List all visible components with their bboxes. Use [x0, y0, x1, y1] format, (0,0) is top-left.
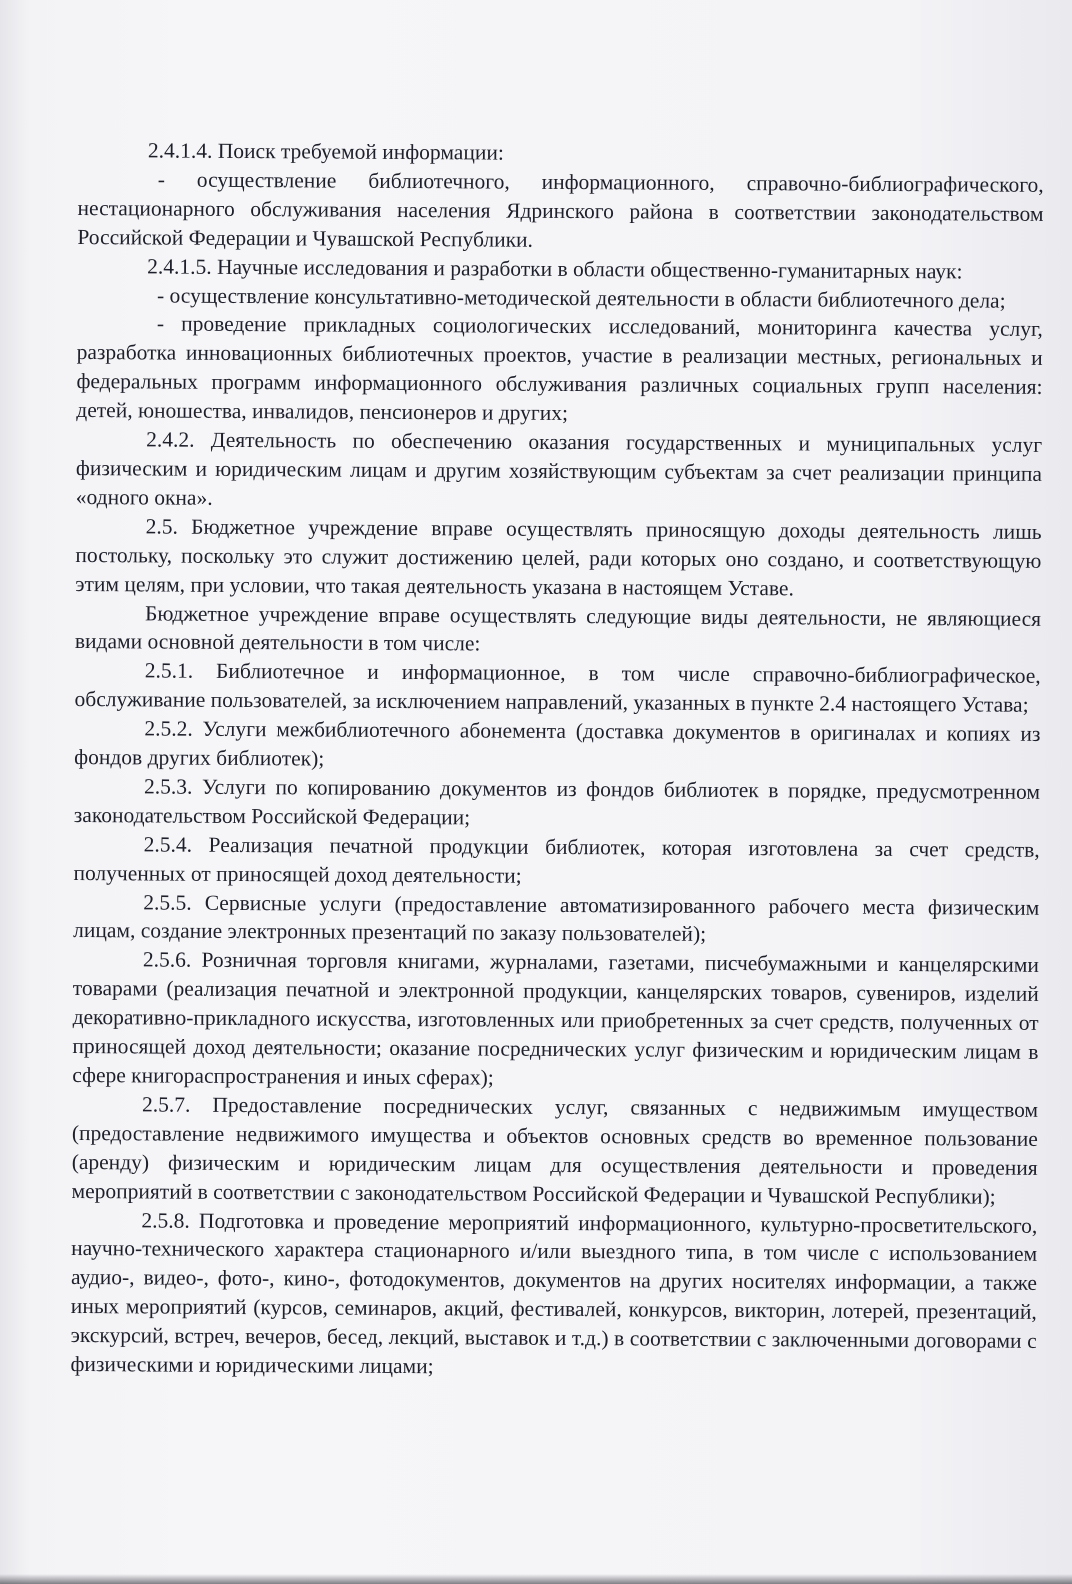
paragraph-2-5-7: 2.5.7. Предоставление посреднических услуг, связанных с недвижимым имуществом (предоставление недвижимого имущества и объектов основных средств во временное пользование (аренду) физическим и юридическим лицам для осуществления деятельности и проведения мероприятий в соответствии с законодательством Российской Федерации и Чувашской Республики); — [71, 1092, 1039, 1209]
paragraph-2-4-2: 2.4.2. Деятельность по обеспечению оказания государственных и муниципальных услуг физическим и юридическим лицам и другим хозяйствующим субъектам за счет реализации принципа «одного окна». — [75, 427, 1043, 510]
paragraph-library-service: - осуществление библиотечного, информационного, справочно-библиографического, нестационарного обслуживания населения Ядринского района в соответствии законодательством Российской Федерации и Чувашской Республики. — [77, 167, 1044, 252]
paragraph-2-4-1-5: 2.4.1.5. Научные исследования и разработки в области общественно-гуманитарных наук: — [147, 254, 963, 284]
paragraph-methodical-activity: - осуществление консультативно-методической деятельности в области библиотечного дела; — [156, 283, 1006, 313]
paragraph-2-5-5: 2.5.5. Сервисные услуги (предоставление автоматизированного рабочего места физическим лицам, создание электронных презентаций по заказу пользователей); — [73, 889, 1040, 947]
scan-bottom-edge — [0, 1574, 1072, 1584]
paragraph-2-5: 2.5. Бюджетное учреждение вправе осуществлять приносящую доходы деятельность лишь постольку, поскольку это служит достижению целей, ради которых оно создано, и соответствующую этим целям, при условии, что такая деятельность указана в настоящем Уставе. — [75, 514, 1042, 600]
paragraph-sociological-research: - проведение прикладных социологических исследований, мониторинга качества услуг, разработка инновационных библиотечных проектов, участие в реализации местных, региональных и федеральных программ информационного обслуживания различных социальных групп населения: детей, юношества, инвалидов, пенсионеров и других; — [76, 311, 1043, 426]
paragraph-2-5-6: 2.5.6. Розничная торговля книгами, журналами, газетами, писчебумажными и канцелярскими товарами (реализация печатной и электронной продукции, канцелярских товаров, сувениров, изделий декоративно-прикладного искусства, изготовленных или приобретенных за счет средств, полученных от приносящей доход деятельности; оказание посреднических услуг физическим и юридическим лицам в сфере книгораспространения и иных сферах); — [72, 947, 1040, 1090]
paragraph-2-5-8: 2.5.8. Подготовка и проведение мероприятий информационного, культурно-просветительского, научно-технического характера стационарного и/или выездного типа, в том числе с использованием аудио-, видео-, фото-, кино-, фотодокументов, документов на других носителях информации, а также иных мероприятий (курсов, семинаров, акций, фестивалей, конкурсов, викторин, лотерей, презентаций, экскурсий, встреч, вечеров, бесед, лекций, выставок и т.д.) в соответствии с заключенными договорами с физическими и юридическими лицами; — [70, 1207, 1038, 1379]
paragraph-2-5-2: 2.5.2. Услуги межбиблиотечного абонемента (доставка документов в оригиналах и копиях из фондов других библиотек); — [74, 716, 1041, 771]
document-body — [70, 136, 1044, 1385]
paragraph-2-5-1: 2.5.1. Библиотечное и информационное, в том числе справочно-библиографическое, обслуживание пользователей, за исключением направлений, указанных в пункте 2.4 настоящего Устава; — [74, 658, 1041, 718]
paragraph-activities-intro: Бюджетное учреждение вправе осуществлять следующие виды деятельности, не являющиеся видами основной деятельности в том числе: — [74, 600, 1042, 656]
paragraph-2-4-1-4: 2.4.1.4. Поиск требуемой информации: — [147, 138, 504, 165]
paragraph-2-5-3: 2.5.3. Услуги по копированию документов из фондов библиотек в порядке, предусмотренном законодательством Российской Федерации; — [73, 774, 1041, 830]
paragraph-2-5-4: 2.5.4. Реализация печатной продукции библиотек, которая изготовлена за счет средств, полученных от приносящей доход деятельности; — [73, 832, 1040, 888]
